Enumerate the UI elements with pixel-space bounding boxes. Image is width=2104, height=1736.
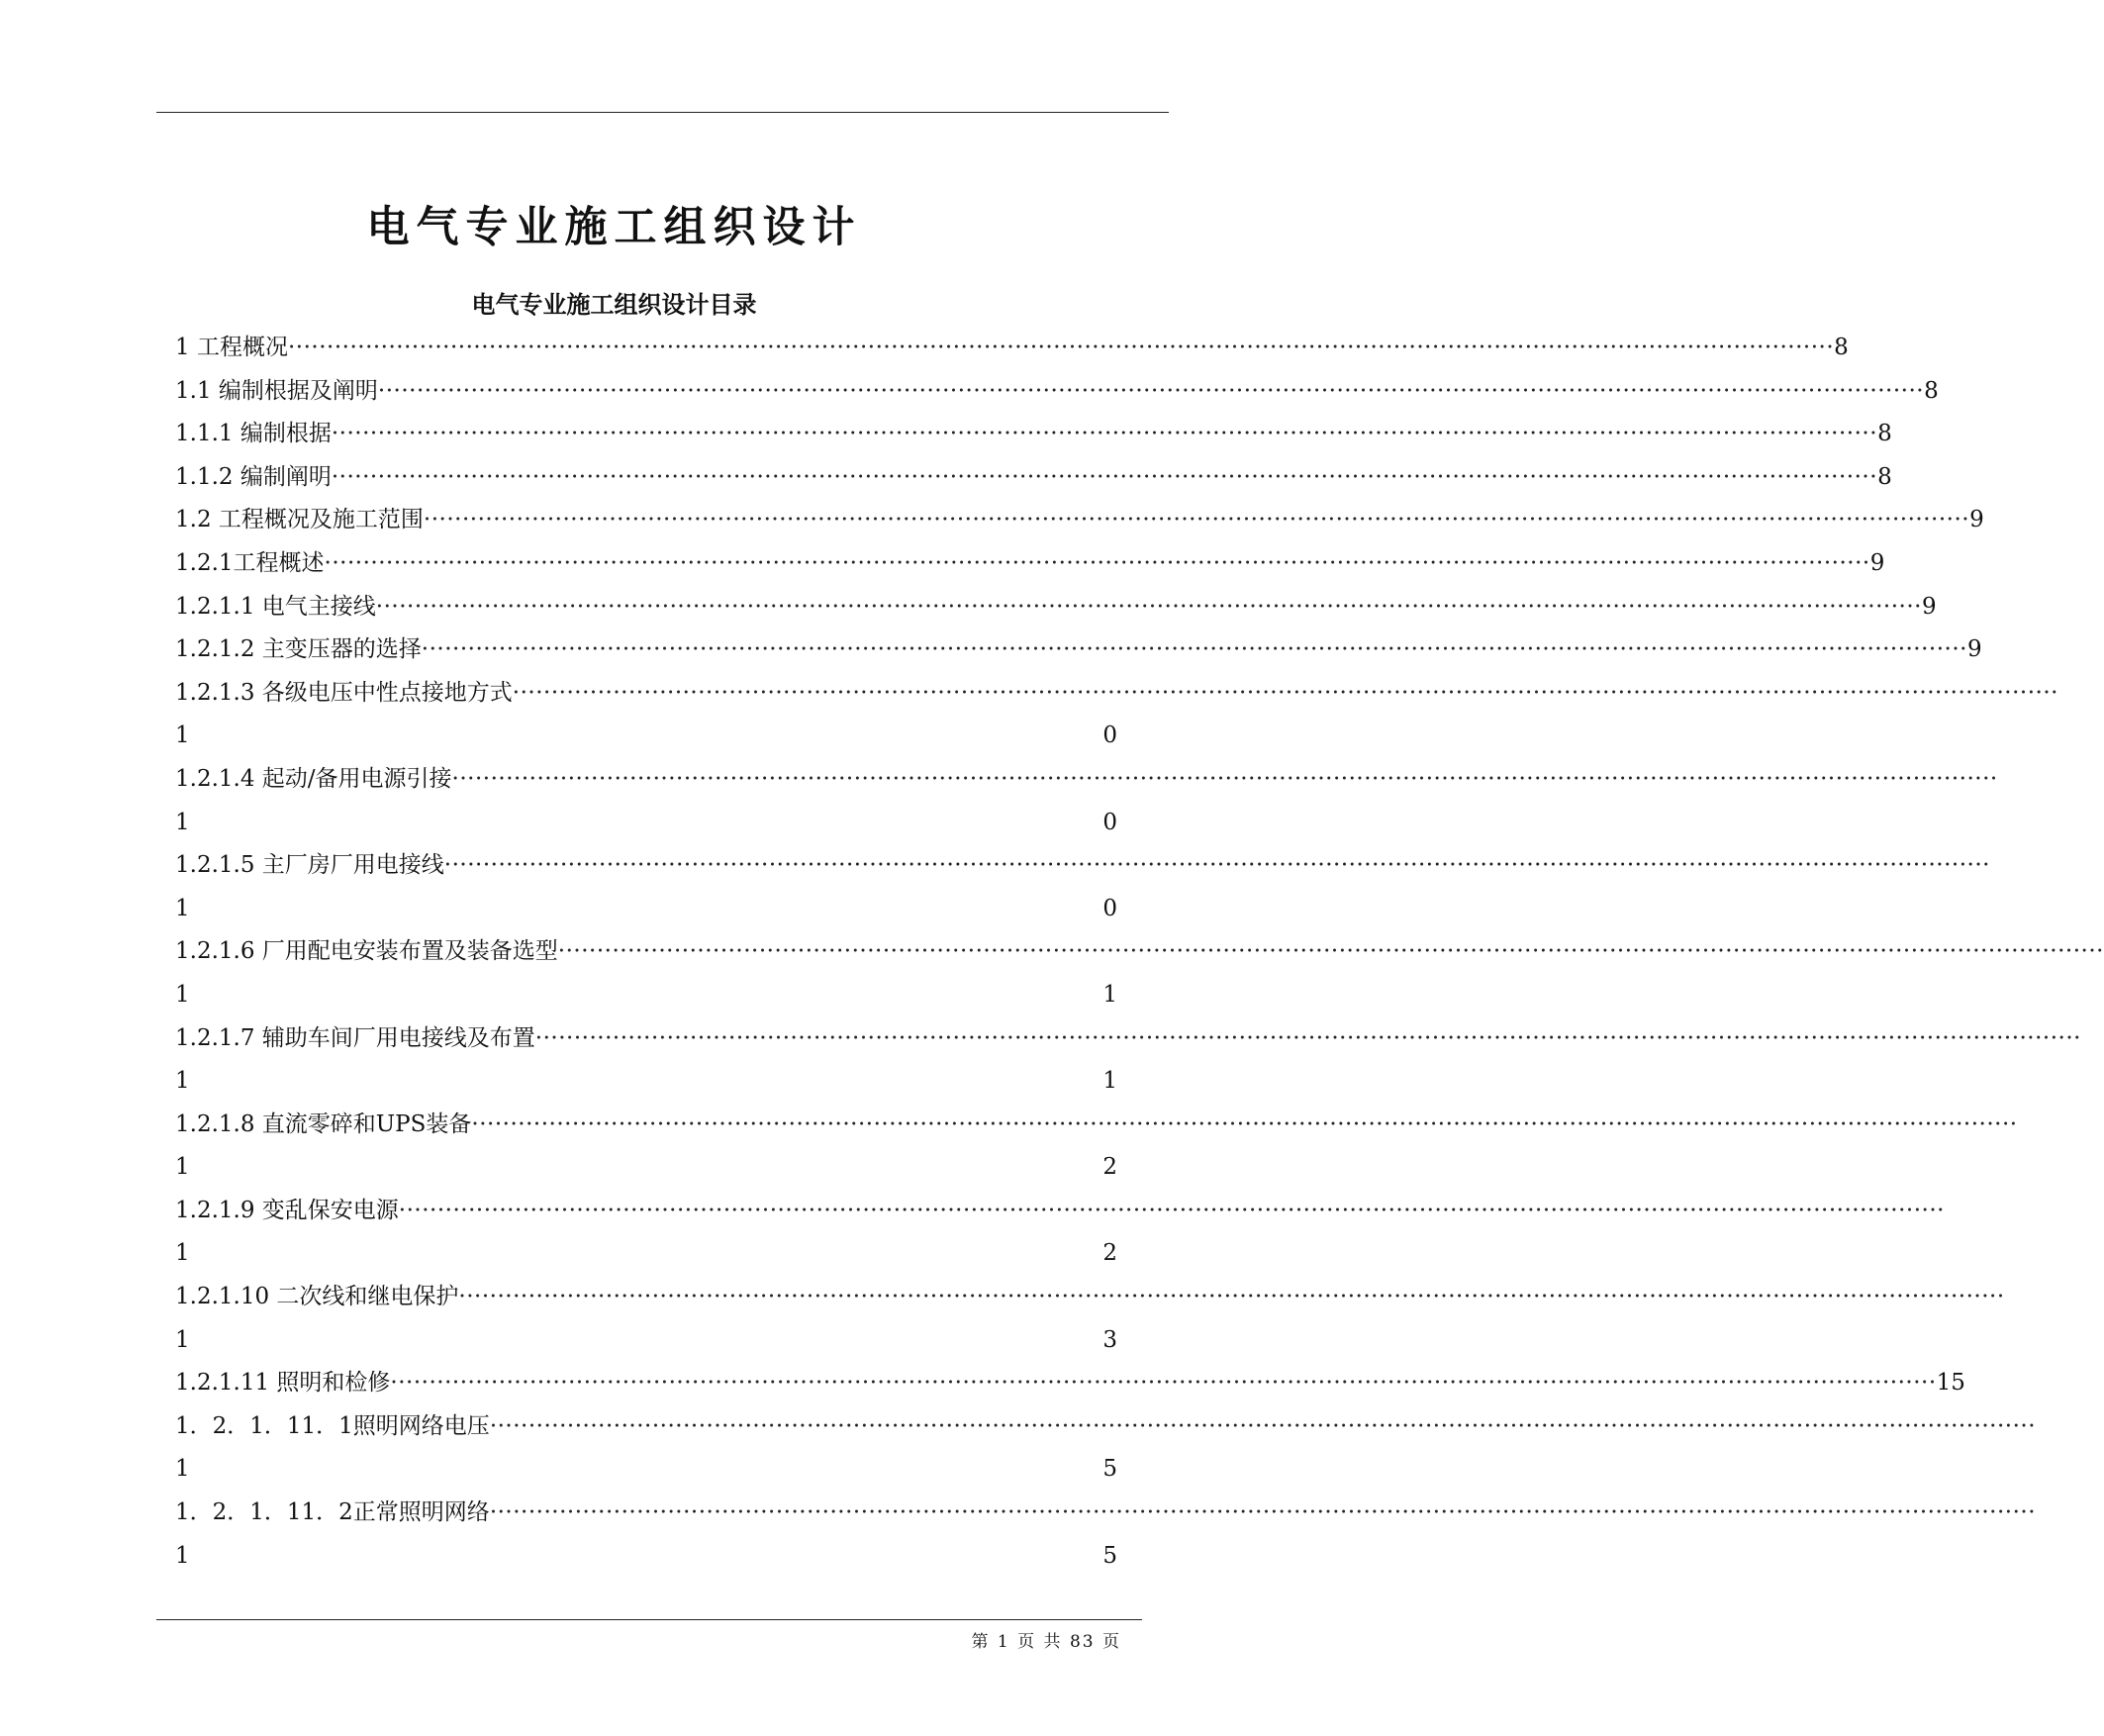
toc-entry-page-part: 1: [175, 981, 190, 1008]
toc-entry[interactable]: [175, 930, 2104, 974]
toc-entry-page-line: [175, 715, 1125, 758]
table-of-contents: [175, 327, 2104, 1578]
toc-title: 电气专业施工组织设计目录: [471, 290, 757, 319]
toc-entry[interactable]: [175, 1492, 2037, 1535]
toc-entry-label: 1.2.1工程概述: [175, 549, 325, 576]
toc-entry[interactable]: [175, 499, 1984, 542]
toc-entry[interactable]: [175, 1276, 2005, 1319]
toc-entry-page-part: 2: [1102, 1240, 1117, 1267]
toc-entry-page-part: 1: [175, 1456, 190, 1483]
toc-entry[interactable]: [175, 413, 1892, 456]
leader-dots: ········································································································································································································: [398, 1197, 1945, 1223]
toc-entry-page-part: 5: [1102, 1542, 1117, 1569]
toc-entry-page-part: 1: [175, 1068, 190, 1095]
header-rule: [156, 112, 1169, 113]
toc-entry-label: 1.1 编制根据及阐明: [175, 377, 378, 404]
toc-entry-page: 8: [1877, 463, 1892, 490]
toc-entry-page-part: 0: [1102, 895, 1117, 921]
leader-dots: ········································································································································································································: [287, 335, 1835, 360]
toc-entry[interactable]: [175, 628, 1982, 672]
toc-entry[interactable]: [175, 586, 1937, 629]
toc-entry-label: 1.2.1.3 各级电压中性点接地方式: [175, 679, 513, 706]
toc-entry-label: 1.2.1.1 电气主接线: [175, 593, 376, 620]
toc-entry-page-part: 3: [1102, 1326, 1117, 1353]
leader-dots: ········································································································································································································: [390, 1370, 1937, 1397]
toc-entry[interactable]: [175, 456, 1892, 500]
leader-dots: ········································································································································································································: [534, 1024, 2081, 1051]
toc-entry-page-part: 1: [175, 723, 190, 749]
toc-entry-page-part: 5: [1102, 1456, 1117, 1483]
toc-entry-page-part: 1: [175, 1154, 190, 1181]
leader-dots: ········································································································································································································: [557, 938, 2104, 965]
leader-dots: ········································································································································································································: [375, 593, 1922, 620]
toc-entry-page-part: 1: [175, 809, 190, 835]
toc-entry-label: 1.2.1.4 起动/备用电源引接: [175, 765, 452, 792]
toc-entry-page-part: 1: [175, 1240, 190, 1267]
leader-dots: ········································································································································································································: [512, 679, 2058, 706]
toc-entry[interactable]: [175, 1017, 2081, 1061]
toc-entry-page: 9: [1967, 636, 1982, 663]
document-title: 电气专业施工组织设计: [366, 203, 862, 252]
toc-entry-page-part: 2: [1102, 1154, 1117, 1181]
toc-entry-page-line: [175, 1535, 1125, 1579]
toc-entry-page: 8: [1924, 377, 1939, 404]
toc-entry[interactable]: [175, 1405, 2037, 1449]
toc-entry-page-part: 1: [1102, 981, 1117, 1008]
toc-entry-page-line: [175, 1060, 1125, 1104]
toc-entry-label: 1．2．1．11．2正常照明网络: [175, 1499, 490, 1526]
page-footer: 第 1 页 共 83 页: [971, 1632, 1121, 1652]
toc-entry[interactable]: [175, 1190, 1945, 1233]
leader-dots: ········································································································································································································: [471, 1110, 2018, 1137]
toc-entry-page: 8: [1834, 335, 1849, 360]
toc-entry-page-line: [175, 1146, 1125, 1190]
toc-entry-page-line: [175, 802, 1125, 845]
toc-entry-page-part: 0: [1102, 809, 1117, 835]
leader-dots: ········································································································································································································: [421, 636, 1967, 663]
leader-dots: ········································································································································································································: [489, 1499, 2037, 1526]
footer-rule: [156, 1619, 1142, 1620]
toc-entry-label: 1.2.1.6 厂用配电安装布置及装备选型: [175, 938, 558, 965]
toc-entry[interactable]: [175, 542, 1885, 586]
toc-entry-page-part: 1: [175, 895, 190, 921]
toc-entry-page-line: [175, 1448, 1125, 1492]
toc-entry-page-part: 1: [175, 1326, 190, 1353]
toc-entry-label: 1.2.1.2 主变压器的选择: [175, 636, 422, 663]
toc-entry-page-part: 1: [175, 1542, 190, 1569]
toc-entry-label: 1.2.1.11 照明和检修: [175, 1370, 391, 1397]
toc-entry-page: 9: [1969, 507, 1984, 533]
leader-dots: ········································································································································································································: [377, 377, 1925, 404]
toc-entry[interactable]: [175, 758, 1998, 802]
leader-dots: ········································································································································································································: [451, 765, 1998, 792]
leader-dots: ········································································································································································································: [489, 1412, 2037, 1439]
leader-dots: ········································································································································································································: [443, 852, 1990, 879]
toc-entry[interactable]: [175, 1104, 2018, 1147]
toc-entry[interactable]: [175, 844, 1990, 888]
leader-dots: ········································································································································································································: [458, 1284, 2005, 1310]
leader-dots: ········································································································································································································: [331, 421, 1878, 447]
toc-entry-label: 1 工程概况: [175, 335, 288, 360]
toc-entry-label: 1.2.1.5 主厂房厂用电接线: [175, 852, 444, 879]
toc-entry-page: 15: [1936, 1370, 1965, 1397]
toc-entry[interactable]: [175, 370, 1939, 414]
toc-entry[interactable]: [175, 1362, 1965, 1405]
leader-dots: ········································································································································································································: [331, 463, 1878, 490]
toc-entry-page-part: 1: [1102, 1068, 1117, 1095]
toc-entry-page: 8: [1877, 421, 1892, 447]
leader-dots: ········································································································································································································: [423, 507, 1970, 533]
toc-entry-label: 1.2 工程概况及施工范围: [175, 507, 424, 533]
toc-entry-page-line: [175, 1319, 1125, 1363]
toc-entry-label: 1.2.1.7 辅助车间厂用电接线及布置: [175, 1024, 535, 1051]
toc-entry-page-part: 0: [1102, 723, 1117, 749]
toc-entry-page-line: [175, 888, 1125, 931]
toc-entry[interactable]: [175, 672, 2058, 716]
toc-entry-label: 1.2.1.10 二次线和继电保护: [175, 1284, 459, 1310]
toc-entry-label: 1.1.2 编制阐明: [175, 463, 332, 490]
toc-entry-label: 1．2．1．11．1照明网络电压: [175, 1412, 490, 1439]
toc-entry-label: 1.2.1.9 变乱保安电源: [175, 1197, 399, 1223]
toc-entry-page-line: [175, 1232, 1125, 1276]
toc-entry-page: 9: [1869, 549, 1885, 576]
toc-entry-page-line: [175, 974, 1125, 1017]
leader-dots: ········································································································································································································: [324, 549, 1870, 576]
toc-entry[interactable]: [175, 327, 1849, 370]
toc-entry-label: 1.1.1 编制根据: [175, 421, 332, 447]
toc-entry-label: 1.2.1.8 直流零碎和UPS装备: [175, 1110, 472, 1137]
toc-entry-page: 9: [1922, 593, 1937, 620]
